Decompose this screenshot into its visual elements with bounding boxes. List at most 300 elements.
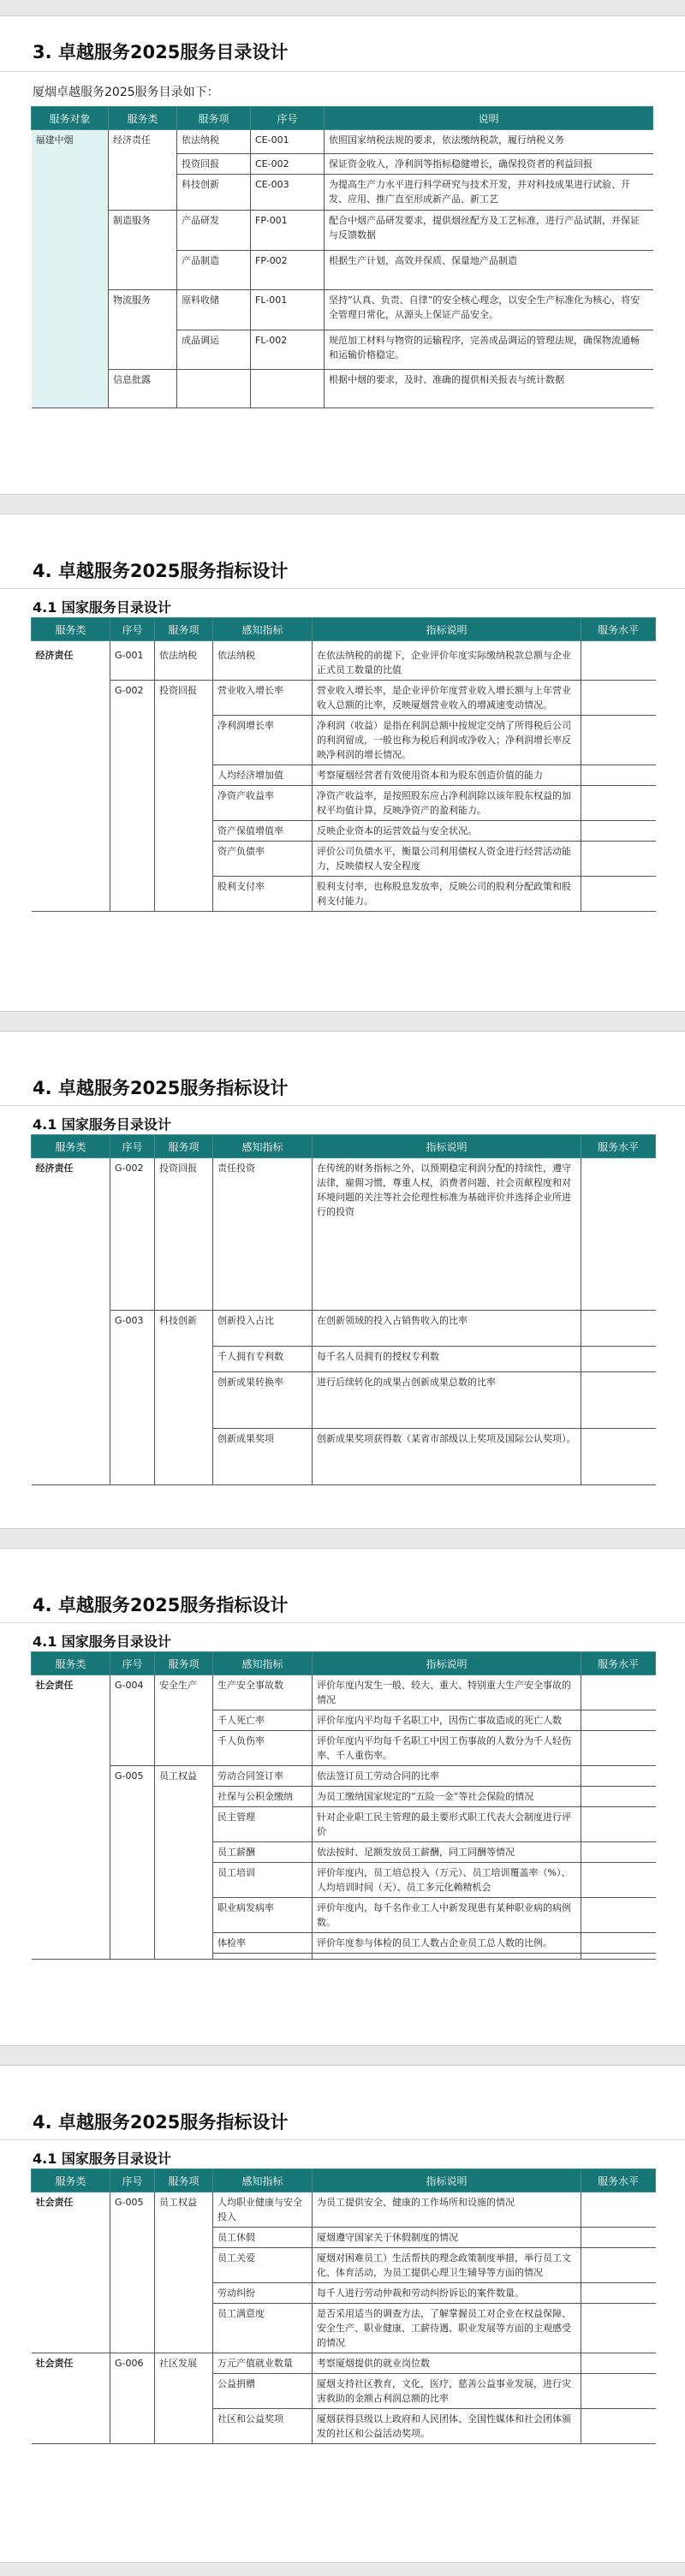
indicator-name: 创新投入占比 xyxy=(213,1311,313,1347)
indicator-name: 员工满意度 xyxy=(213,2304,313,2353)
empty-cell xyxy=(110,821,155,842)
divider xyxy=(0,2139,685,2140)
service-desc: 依照国家纳税法规的要求，依法缴纳税款，履行纳税义务 xyxy=(325,130,653,154)
indicator-desc: 厦烟获得县级以上政府和人民团体、全国性媒体和社会团体颁发的社区和公益活动奖项。 xyxy=(313,2409,581,2444)
service-item: 成品调运 xyxy=(177,330,251,370)
table-row xyxy=(32,877,656,912)
indicator-desc: 是否采用适当的调查方法，了解掌握员工对企业在权益保障、安全生产、职业健康、工薪待遇、职业发展等方面的主观感受的情况 xyxy=(313,2304,581,2353)
service-level xyxy=(581,1898,656,1933)
indicator-desc: 评价年度内，每千名作业工人中新发现患有某种职业病的病例数。 xyxy=(313,1898,581,1933)
header-cell: 服务项 xyxy=(155,1135,213,1158)
empty-cell xyxy=(110,786,155,821)
indicator-desc: 评价年度内发生一般、较大、重大、特别重大生产安全事故的情况 xyxy=(313,1675,581,1710)
indicator-desc: 评价年度参与体检的员工人数占企业员工总人数的比例。 xyxy=(313,1933,581,1954)
service-item: 投资回报 xyxy=(177,154,251,175)
empty-cell xyxy=(110,2304,155,2353)
service-level xyxy=(581,2192,656,2228)
seq-cell: G-002 xyxy=(110,681,155,716)
service-class: 经济责任 xyxy=(109,130,177,211)
service-desc: 根据中烟的要求，及时、准确的提供相关报表与统计数据 xyxy=(325,370,653,408)
header-cell: 服务类 xyxy=(32,618,110,641)
indicator-name: 创新成果转换率 xyxy=(213,1372,313,1429)
empty-cell xyxy=(32,716,110,765)
table-row xyxy=(32,370,653,405)
indicator-desc: 厦烟支持社区教育，文化，医疗，慈善公益事业发展，进行灾害救助的金额占利润总额的比率 xyxy=(313,2374,581,2409)
service-catalog-table xyxy=(31,106,653,408)
seq-cell: G-006 xyxy=(110,2353,155,2374)
service-level xyxy=(581,681,656,716)
service-level xyxy=(581,1311,656,1347)
empty-cell xyxy=(32,821,110,842)
table-row xyxy=(32,1311,656,1347)
header-cell: 指标说明 xyxy=(313,1135,581,1158)
table-row xyxy=(32,842,656,877)
indicator-name: 员工培训 xyxy=(213,1863,313,1898)
indicator-name: 生产安全事故数 xyxy=(213,1675,313,1710)
empty-cell xyxy=(110,2374,155,2409)
indicator-desc: 评价公司负债水平，衡量公司利用债权人资金进行经营活动能力，反映债权人安全程度 xyxy=(313,842,581,877)
table-row xyxy=(32,1933,656,1954)
service-level xyxy=(581,1158,656,1311)
header-cell: 服务类 xyxy=(109,107,177,130)
table-row xyxy=(32,2409,656,2444)
seq-cell: G-001 xyxy=(110,641,155,681)
indicator-desc: 厦烟对困难员工）生活帮扶的理念政策制度举措，举行员工文化、体育活动，为员工提供心理卫生辅导等方面的情况 xyxy=(313,2248,581,2283)
empty-cell xyxy=(32,1842,110,1863)
empty-cell xyxy=(110,2283,155,2304)
indicator-table xyxy=(31,1134,656,1485)
service-level xyxy=(581,1842,656,1863)
empty-cell xyxy=(155,2409,213,2444)
section-subtitle: 4.1 国家服务目录设计 xyxy=(33,2151,171,2167)
empty-cell xyxy=(32,681,110,716)
indicator-desc: 净资产收益率，是按照股东应占净利润除以该年股东权益的加权平均值计算，反映净资产的盈利能力。 xyxy=(313,786,581,821)
empty-cell xyxy=(110,2248,155,2283)
table-row xyxy=(32,290,653,330)
table-row xyxy=(32,2374,656,2409)
section-subtitle: 4.1 国家服务目录设计 xyxy=(33,1116,171,1133)
service-level xyxy=(581,786,656,821)
table-row xyxy=(32,1898,656,1933)
indicator-name: 人均职业健康与安全投入 xyxy=(213,2192,313,2228)
indicator-desc: 净利润（收益）是指在利润总额中按规定交纳了所得税后公司的利润留成，一般也称为税后利润或净收入；净利润增长率反映净利润的增长情况。 xyxy=(313,716,581,765)
empty-cell xyxy=(32,2228,110,2248)
table-row xyxy=(32,1347,656,1372)
empty-cell xyxy=(155,1863,213,1898)
header-cell: 服务类 xyxy=(32,1652,110,1675)
service-class: 社会责任 xyxy=(35,2197,74,2208)
header-cell: 序号 xyxy=(110,1652,155,1675)
table-row xyxy=(32,1731,656,1766)
indicator-desc: 在创新领域的投入占销售收入的比率 xyxy=(313,1311,581,1347)
page-title: 4. 卓越服务2025服务指标设计 xyxy=(33,1595,289,1615)
indicator-name: 职业病发病率 xyxy=(213,1898,313,1933)
indicator-name: 净资产收益率 xyxy=(213,786,313,821)
divider xyxy=(0,71,685,72)
indicator-name xyxy=(213,1954,313,1960)
service-desc: 为提高生产力水平进行科学研究与技术开发，并对科技成果进行试验、开发、应用、推广直至形成新产品、新工艺 xyxy=(325,175,653,211)
page-5 xyxy=(0,2065,685,2563)
empty-cell xyxy=(32,842,110,877)
service-code: CE-002 xyxy=(251,154,325,175)
empty-cell xyxy=(32,1766,110,1787)
empty-cell xyxy=(155,1787,213,1807)
service-item: 投资回报 xyxy=(155,681,213,716)
service-level xyxy=(581,716,656,765)
header-cell: 服务水平 xyxy=(581,2169,656,2192)
service-item: 产品研发 xyxy=(177,211,251,251)
page-title: 3. 卓越服务2025服务目录设计 xyxy=(33,42,289,62)
indicator-name: 净利润增长率 xyxy=(213,716,313,765)
table-row xyxy=(32,1954,656,1960)
table-row xyxy=(32,2353,656,2374)
indicator-table xyxy=(31,617,656,912)
service-level xyxy=(581,842,656,877)
service-desc: 规范加工材料与物资的运输程序，完善成品调运的管理法规，确保物流通畅和运输价格稳定。 xyxy=(325,330,653,370)
empty-cell xyxy=(110,2409,155,2444)
table-header xyxy=(32,2169,656,2192)
service-code xyxy=(251,370,325,408)
empty-cell xyxy=(155,1731,213,1766)
service-level xyxy=(581,1807,656,1842)
empty-cell xyxy=(155,716,213,765)
indicator-name: 资产负债率 xyxy=(213,842,313,877)
table-row xyxy=(32,1429,656,1485)
service-level xyxy=(581,1787,656,1807)
indicator-name: 千人死亡率 xyxy=(213,1710,313,1731)
empty-cell xyxy=(32,1429,110,1485)
service-level xyxy=(581,1710,656,1731)
indicator-name: 营业收入增长率 xyxy=(213,681,313,716)
service-level xyxy=(581,877,656,912)
seq-cell: G-005 xyxy=(110,2192,155,2228)
section-subtitle: 4.1 国家服务目录设计 xyxy=(33,599,171,616)
service-desc: 坚持“认真、负责、自律”的安全核心理念，以安全生产标准化为核心，将安全管理日常化，从源头上保证产品安全。 xyxy=(325,290,653,330)
indicator-name: 公益捐赠 xyxy=(213,2374,313,2409)
table-header xyxy=(32,618,656,641)
empty-cell xyxy=(32,2304,110,2353)
indicator-desc: 创新成果奖项获得数（某省市部级以上奖项及国际公认奖项）。 xyxy=(313,1429,581,1485)
indicator-name: 员工关爱 xyxy=(213,2248,313,2283)
empty-cell xyxy=(110,842,155,877)
service-code: CE-003 xyxy=(251,175,325,211)
empty-cell xyxy=(155,877,213,912)
indicator-name: 千人拥有专利数 xyxy=(213,1347,313,1372)
service-item: 依法纳税 xyxy=(155,641,213,681)
empty-cell xyxy=(155,1372,213,1429)
header-cell: 服务项 xyxy=(177,107,251,130)
indicator-desc: 评价年度内，员工培总投入（万元）、员工培训覆盖率（%）、人均培训时间（天）、员工多元化赖精机会 xyxy=(313,1863,581,1898)
header-cell: 序号 xyxy=(110,1135,155,1158)
service-desc: 配合中烟产品研发要求，提供烟丝配方及工艺标准，进行产品试制，并保证与反馈数据 xyxy=(325,211,653,251)
header-cell: 服务水平 xyxy=(581,1652,656,1675)
service-level xyxy=(581,1954,656,1960)
empty-cell xyxy=(32,1933,110,1954)
header-cell: 服务项 xyxy=(155,1652,213,1675)
table-row xyxy=(32,1842,656,1863)
table-row xyxy=(32,641,656,681)
indicator-name: 依法纳税 xyxy=(213,641,313,681)
indicator-table xyxy=(31,2168,656,2444)
seq-cell: G-005 xyxy=(110,1766,155,1787)
header-cell: 服务类 xyxy=(32,2169,110,2192)
table-row xyxy=(32,2304,656,2353)
table-row xyxy=(32,130,653,154)
service-item: 员工权益 xyxy=(155,1766,213,1787)
service-level xyxy=(581,2304,656,2353)
indicator-desc: 考察厦烟提供的就业岗位数 xyxy=(313,2353,581,2374)
header-cell: 服务项 xyxy=(155,2169,213,2192)
service-level xyxy=(581,1675,656,1710)
empty-cell xyxy=(155,1807,213,1842)
empty-cell xyxy=(32,877,110,912)
table-row xyxy=(32,1863,656,1898)
service-item: 科技创新 xyxy=(155,1311,213,1347)
seq-cell: G-003 xyxy=(110,1311,155,1347)
service-level xyxy=(581,1429,656,1485)
indicator-desc: 在传统的财务指标之外，以预期稳定利润分配的持续性，遵守法律，雇佣习惯，尊重人权，消费者问题、社会贡献程度和对环境问题的关注等社会伦理性标准为基础评价并选择企业所进行的投资 xyxy=(313,1158,581,1311)
table-row xyxy=(32,765,656,786)
empty-cell xyxy=(110,716,155,765)
service-code: FL-002 xyxy=(251,330,325,370)
indicator-desc: 每千名人员拥有的授权专利数 xyxy=(313,1347,581,1372)
table-header xyxy=(32,1135,656,1158)
empty-cell xyxy=(32,1787,110,1807)
table-row xyxy=(32,1787,656,1807)
indicator-desc: 依法签订员工劳动合同的比率 xyxy=(313,1766,581,1787)
table-row xyxy=(32,2248,656,2283)
indicator-desc: 评价年度内平均每千名职工中，因伤亡事故造成的死亡人数 xyxy=(313,1710,581,1731)
page-1 xyxy=(0,15,685,495)
indicator-name: 劳动纠纷 xyxy=(213,2283,313,2304)
empty-cell xyxy=(155,2228,213,2248)
page-2 xyxy=(0,514,685,1012)
indicator-name: 人均经济增加值 xyxy=(213,765,313,786)
service-target: 福建中烟 xyxy=(32,130,109,408)
header-cell: 序号 xyxy=(110,618,155,641)
empty-cell xyxy=(155,1933,213,1954)
service-level xyxy=(581,1863,656,1898)
empty-cell xyxy=(155,1710,213,1731)
header-cell: 指标说明 xyxy=(313,1652,581,1675)
empty-cell xyxy=(155,1898,213,1933)
empty-cell xyxy=(32,1347,110,1372)
table-row xyxy=(32,786,656,821)
service-level xyxy=(581,2374,656,2409)
empty-cell xyxy=(110,1898,155,1933)
service-level xyxy=(581,2248,656,2283)
empty-cell xyxy=(110,1429,155,1485)
empty-cell xyxy=(155,765,213,786)
empty-cell xyxy=(110,1787,155,1807)
indicator-name: 责任投资 xyxy=(213,1158,313,1311)
header-cell: 服务项 xyxy=(155,618,213,641)
empty-cell xyxy=(110,1347,155,1372)
indicator-name: 创新成果奖项 xyxy=(213,1429,313,1485)
table-row xyxy=(32,716,656,765)
empty-cell xyxy=(155,1429,213,1485)
table-row xyxy=(32,681,656,716)
header-cell: 指标说明 xyxy=(313,2169,581,2192)
page-title: 4. 卓越服务2025服务指标设计 xyxy=(33,561,289,581)
empty-cell xyxy=(155,2248,213,2283)
service-level xyxy=(581,1347,656,1372)
divider xyxy=(0,1622,685,1623)
indicator-name: 股利支付率 xyxy=(213,877,313,912)
header-cell: 序号 xyxy=(251,107,325,130)
service-level xyxy=(581,2228,656,2248)
empty-cell xyxy=(155,821,213,842)
empty-cell xyxy=(155,1842,213,1863)
service-item xyxy=(177,370,251,408)
empty-cell xyxy=(110,877,155,912)
indicator-desc: 进行后续转化的成果占创新成果总数的比率 xyxy=(313,1372,581,1429)
service-level xyxy=(581,1372,656,1429)
service-item: 社区发展 xyxy=(155,2353,213,2374)
empty-cell xyxy=(32,1807,110,1842)
indicator-desc: 反映企业资本的运营效益与安全状况。 xyxy=(313,821,581,842)
indicator-desc: 为员工缴纳国家规定的“五险一金”等社会保险的情况 xyxy=(313,1787,581,1807)
service-item: 原料收储 xyxy=(177,290,251,330)
table-header xyxy=(32,1652,656,1675)
table-header xyxy=(32,107,653,130)
indicator-desc: 考察厦烟经营者有效使用资本和为股东创造价值的能力 xyxy=(313,765,581,786)
service-class: 社会责任 xyxy=(35,1680,74,1691)
service-desc: 保证资金收入，净利润等指标稳健增长，确保投资者的利益回报 xyxy=(325,154,653,175)
empty-cell xyxy=(155,2283,213,2304)
header-cell: 服务对象 xyxy=(32,107,109,130)
empty-cell xyxy=(155,786,213,821)
empty-cell xyxy=(32,786,110,821)
header-cell: 感知指标 xyxy=(213,1652,313,1675)
page-title: 4. 卓越服务2025服务指标设计 xyxy=(33,1078,289,1098)
header-cell: 服务水平 xyxy=(581,618,656,641)
service-item: 依法纳税 xyxy=(177,130,251,154)
header-cell: 服务类 xyxy=(32,1135,110,1158)
intro-text: 厦烟卓越服务2025服务目录如下： xyxy=(33,86,219,99)
service-item: 投资回报 xyxy=(155,1158,213,1311)
indicator-name: 社区和公益奖项 xyxy=(213,2409,313,2444)
header-cell: 感知指标 xyxy=(213,618,313,641)
indicator-desc: 为员工提供安全、健康的工作场所和设施的情况 xyxy=(313,2192,581,2228)
divider xyxy=(0,1105,685,1106)
indicator-desc: 营业收入增长率，是企业评价年度营业收入增长额与上年营业收入总额的比率，反映厦烟营业收入的增减速变动情况。 xyxy=(313,681,581,716)
empty-cell xyxy=(32,1898,110,1933)
service-class: 经济责任 xyxy=(35,650,74,661)
indicator-table xyxy=(31,1651,656,1960)
empty-cell xyxy=(110,765,155,786)
empty-cell xyxy=(110,1807,155,1842)
empty-cell xyxy=(32,1863,110,1898)
table-row xyxy=(32,2283,656,2304)
service-class: 信息批露 xyxy=(109,370,177,408)
service-level xyxy=(581,1766,656,1787)
indicator-desc: 每千人进行劳动仲裁和劳动纠纷诉讼的案件数量。 xyxy=(313,2283,581,2304)
header-cell: 序号 xyxy=(110,2169,155,2192)
service-level xyxy=(581,821,656,842)
indicator-name: 员工薪酬 xyxy=(213,1842,313,1863)
service-level xyxy=(581,2283,656,2304)
service-level xyxy=(581,2409,656,2444)
table-row xyxy=(32,1158,656,1311)
page-3 xyxy=(0,1031,685,1529)
service-level xyxy=(581,1731,656,1766)
empty-cell xyxy=(155,1347,213,1372)
empty-cell xyxy=(32,1954,110,1960)
empty-cell xyxy=(110,1842,155,1863)
page-title: 4. 卓越服务2025服务指标设计 xyxy=(33,2112,289,2133)
table-row xyxy=(32,211,653,251)
empty-cell xyxy=(110,1710,155,1731)
indicator-desc: 评价年度内平均每千名职工中因工伤事故的人数分为千人轻伤率、千人重伤率。 xyxy=(313,1731,581,1766)
empty-cell xyxy=(110,1863,155,1898)
service-level xyxy=(581,641,656,681)
empty-cell xyxy=(110,2228,155,2248)
indicator-name: 社保与公积金缴纳 xyxy=(213,1787,313,1807)
table-row xyxy=(32,1807,656,1842)
empty-cell xyxy=(32,765,110,786)
empty-cell xyxy=(110,1731,155,1766)
empty-cell xyxy=(32,2409,110,2444)
header-cell: 感知指标 xyxy=(213,2169,313,2192)
table-row xyxy=(32,2228,656,2248)
table-row xyxy=(32,821,656,842)
empty-cell xyxy=(32,2283,110,2304)
service-desc: 根据生产计划，高效并保质、保量地产品制造 xyxy=(325,251,653,290)
service-code: CE-001 xyxy=(251,130,325,154)
empty-cell xyxy=(32,2248,110,2283)
indicator-desc: 股利支付率，也称股息发放率，反映公司的股利分配政策和股利支付能力。 xyxy=(313,877,581,912)
service-level xyxy=(581,765,656,786)
divider xyxy=(0,588,685,589)
empty-cell xyxy=(32,1372,110,1429)
indicator-name: 民主管理 xyxy=(213,1807,313,1842)
indicator-desc xyxy=(313,1954,581,1960)
header-cell: 说明 xyxy=(325,107,653,130)
indicator-name: 资产保值增值率 xyxy=(213,821,313,842)
service-code: FP-002 xyxy=(251,251,325,290)
empty-cell xyxy=(155,2304,213,2353)
page-4 xyxy=(0,1548,685,2046)
service-class: 物流服务 xyxy=(109,290,177,370)
table-row xyxy=(32,1710,656,1731)
empty-cell xyxy=(110,1954,155,1960)
table-row xyxy=(32,1675,656,1710)
empty-cell xyxy=(32,2374,110,2409)
table-row xyxy=(32,2192,656,2228)
table-row xyxy=(32,1372,656,1429)
header-cell: 感知指标 xyxy=(213,1135,313,1158)
empty-cell xyxy=(110,1372,155,1429)
indicator-name: 体检率 xyxy=(213,1933,313,1954)
seq-cell: G-002 xyxy=(110,1158,155,1311)
empty-cell xyxy=(32,1710,110,1731)
service-class: 社会责任 xyxy=(35,2358,74,2369)
service-item: 产品制造 xyxy=(177,251,251,290)
indicator-name: 劳动合同签订率 xyxy=(213,1766,313,1787)
service-item: 科技创新 xyxy=(177,175,251,211)
indicator-name: 万元产值就业数量 xyxy=(213,2353,313,2374)
section-subtitle: 4.1 国家服务目录设计 xyxy=(33,1633,171,1650)
empty-cell xyxy=(155,2374,213,2409)
indicator-desc: 依法按时、足额发放员工薪酬，同工同酬等情况 xyxy=(313,1842,581,1863)
indicator-desc: 在依法纳税的前提下，企业评价年度实际缴纳税款总额与企业正式员工数量的比值 xyxy=(313,641,581,681)
header-cell: 服务水平 xyxy=(581,1135,656,1158)
indicator-desc: 针对企业职工民主管理的最主要形式职工代表大会制度进行评价 xyxy=(313,1807,581,1842)
service-code: FL-001 xyxy=(251,290,325,330)
seq-cell: G-004 xyxy=(110,1675,155,1710)
service-class: 制造服务 xyxy=(109,211,177,290)
